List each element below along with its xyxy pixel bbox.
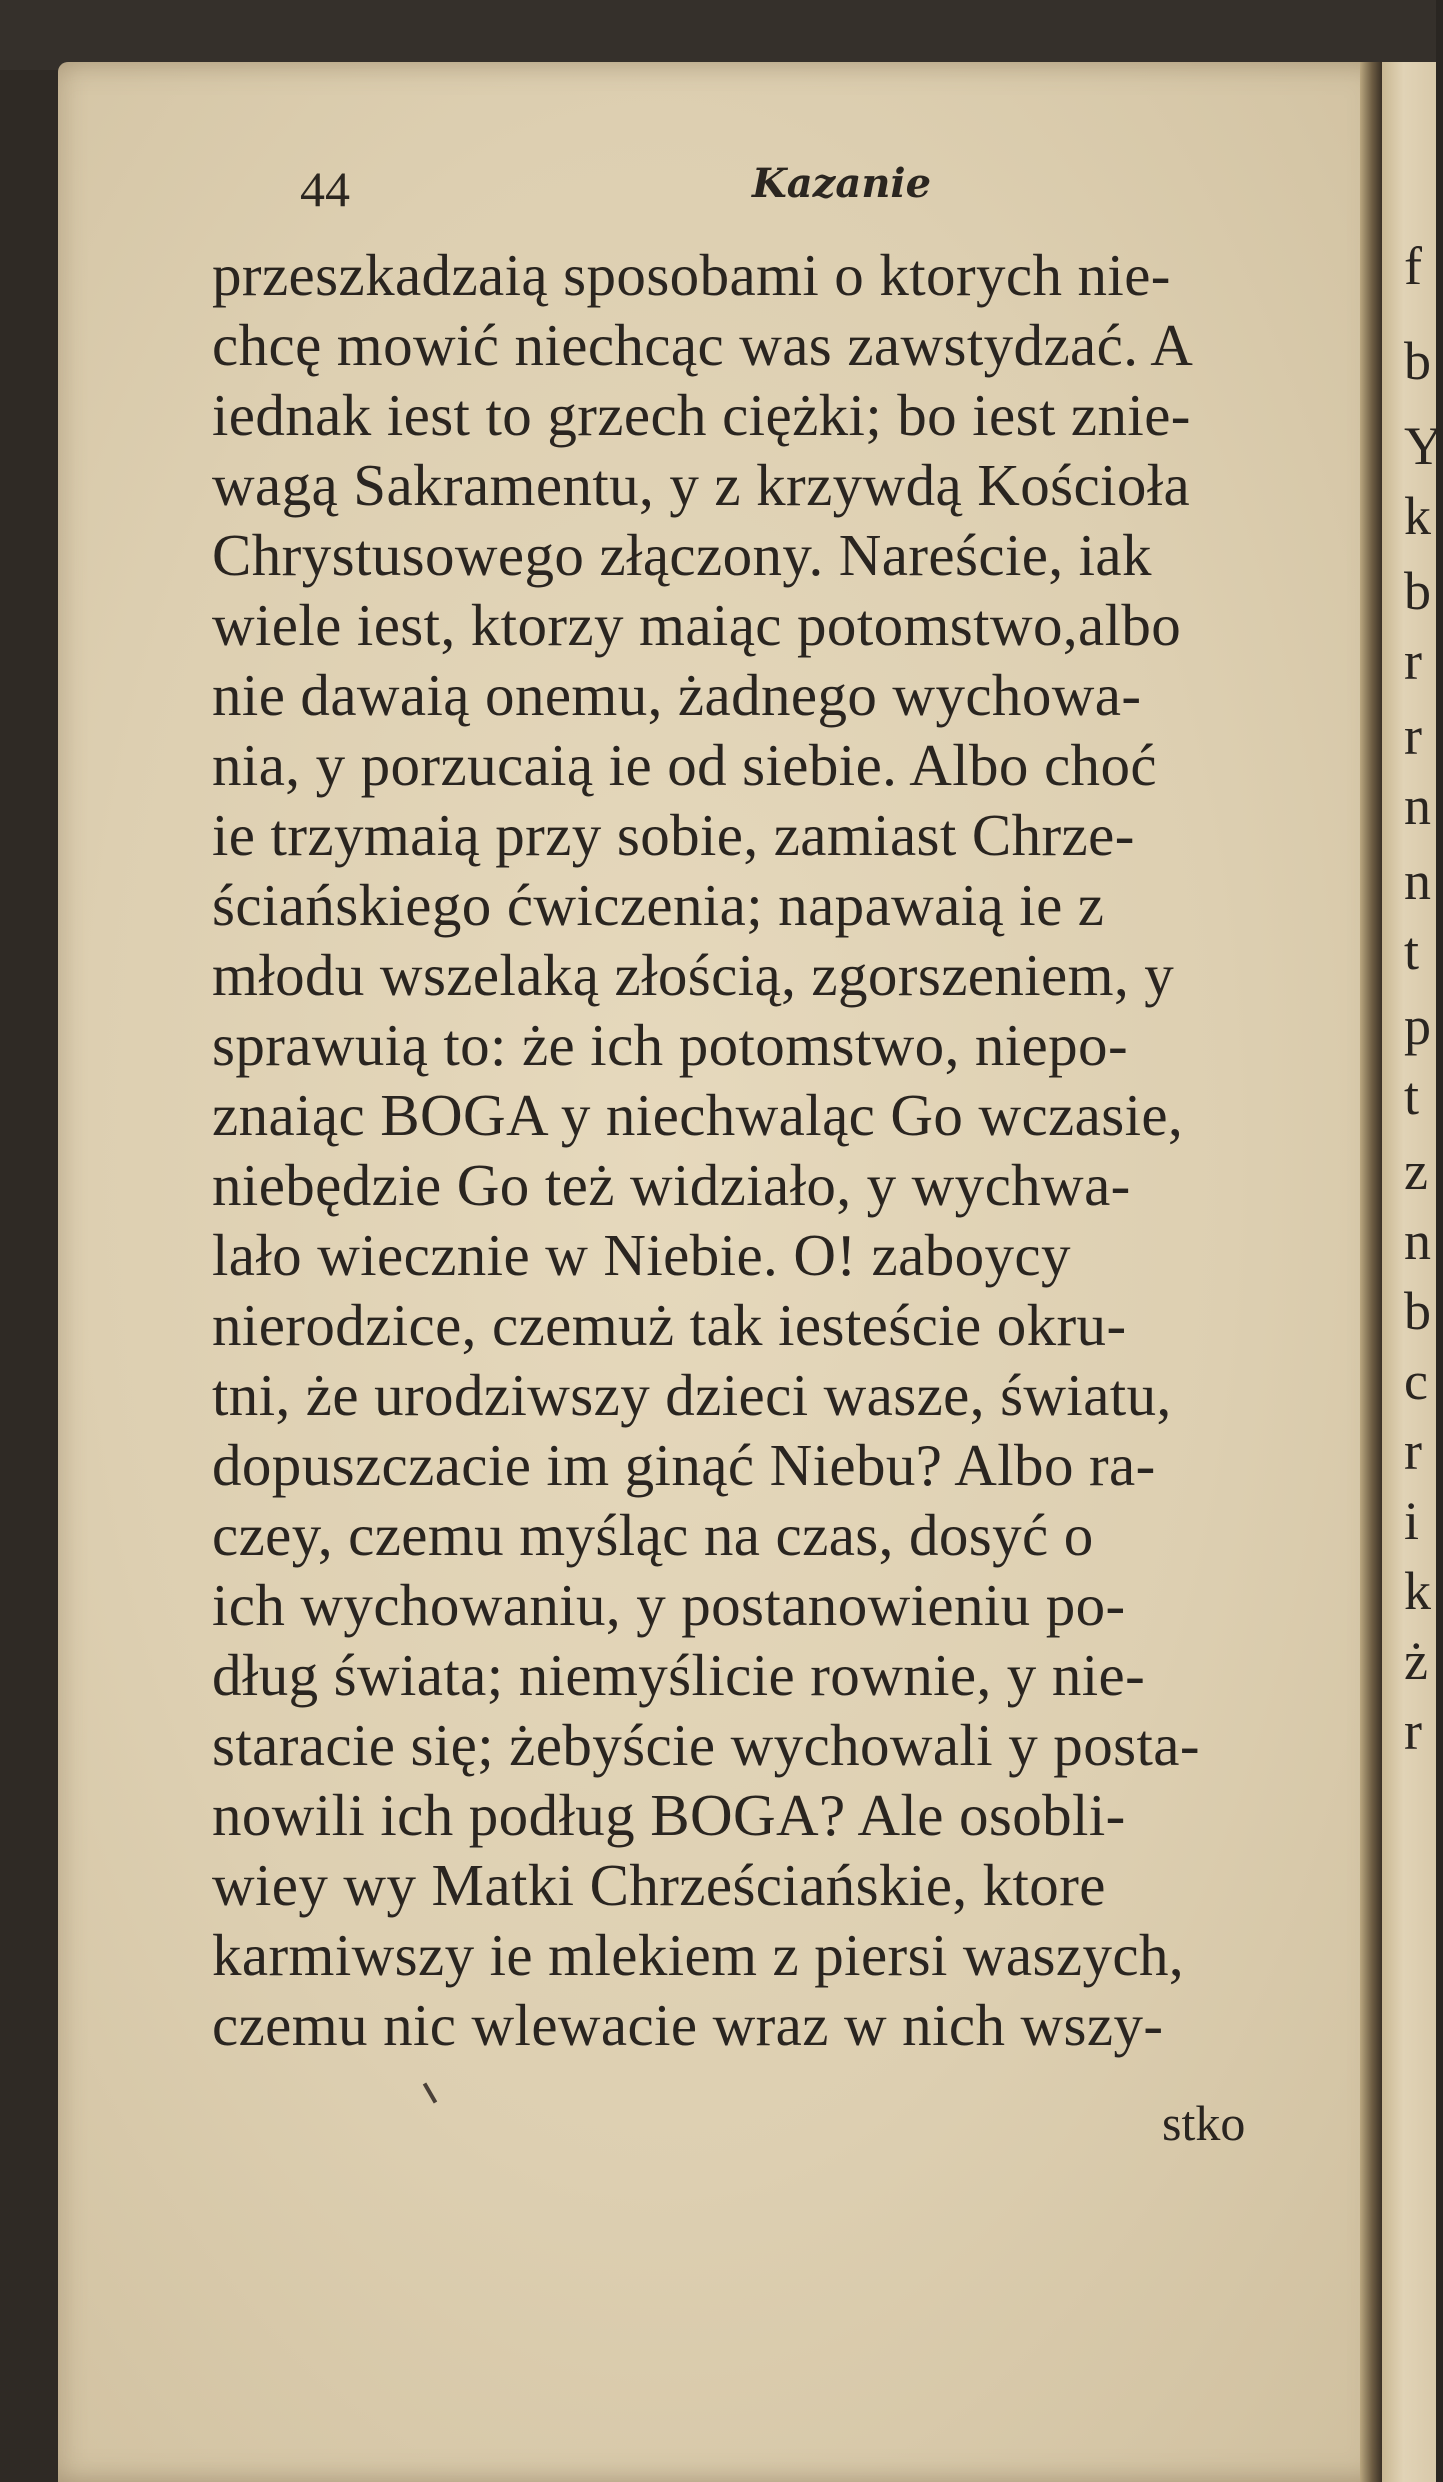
text-line: nie dawaią onemu, żadnego wychowa- [212,662,1142,728]
facing-page-char: t [1404,1066,1420,1126]
text-line: nia, y porzucaią ie od siebie. Albo choć [212,732,1157,798]
running-head: Kazanie [752,160,932,207]
facing-page-char: r [1404,1701,1422,1761]
text-line: przeszkadzaią sposobami o ktorych nie- [212,242,1171,308]
facing-page-char: n [1404,851,1431,911]
facing-page-char: b [1404,331,1431,391]
text-line: młodu wszelaką złością, zgorszeniem, y [212,942,1175,1008]
facing-page-char: b [1404,1281,1431,1341]
text-line: lało wiecznie w Niebie. O! zaboycy [212,1222,1071,1288]
text-line: czemu nic wlewacie wraz w nich wszy- [212,1992,1164,2058]
facing-page-char: n [1404,1211,1431,1271]
text-line: iednak iest to grzech ciężki; bo iest znie- [212,382,1191,448]
text-line: nowili ich podług BOGA? Ale osobli- [212,1782,1126,1848]
text-line: sprawuią to: że ich potomstwo, niepo- [212,1012,1128,1078]
facing-page-char: b [1404,561,1431,621]
text-line: chcę mowić niechcąc was zawstydzać. A [212,312,1194,378]
facing-page-char: k [1404,486,1431,546]
text-line: karmiwszy ie mlekiem z piersi waszych, [212,1922,1184,1988]
page-number: 44 [300,161,350,217]
text-line: wagą Sakramentu, y z krzywdą Kościoła [212,452,1191,518]
scan-background [0,0,1436,70]
text-line: ściańskiego ćwiczenia; napawaią ie z [212,872,1105,938]
facing-page-char: c [1404,1351,1428,1411]
text-line: dług świata; niemyślicie rownie, y nie- [212,1642,1146,1708]
facing-page-char: r [1404,631,1422,691]
text-line: wiey wy Matki Chrześciańskie, ktore [212,1852,1106,1918]
text-line: dopuszczacie im ginąć Niebu? Albo ra- [212,1432,1156,1498]
facing-page-char: n [1404,776,1431,836]
facing-page-char: p [1404,996,1431,1056]
book-gutter [1360,62,1382,2482]
catchword: stko [1162,2095,1246,2151]
text-line: ie trzymaią przy sobie, zamiast Chrze- [212,802,1135,868]
text-line: ich wychowaniu, y postanowieniu po- [212,1572,1126,1638]
text-line: niebędzie Go też widziało, y wychwa- [212,1152,1131,1218]
facing-page-char: z [1404,1141,1428,1201]
facing-page-char: r [1404,706,1422,766]
text-line: staracie się; żebyście wychowali y posta- [212,1712,1200,1778]
facing-page-char: f [1404,236,1422,296]
facing-page-char: r [1404,1421,1422,1481]
text-line: tni, że urodziwszy dzieci wasze, światu, [212,1362,1172,1428]
facing-page-char: k [1404,1561,1431,1621]
facing-page-char: t [1404,921,1420,981]
text-line: wiele iest, ktorzy maiąc potomstwo,albo [212,592,1182,658]
text-line: nierodzice, czemuż tak iesteście okru- [212,1292,1127,1358]
facing-page-char: i [1404,1491,1420,1551]
text-line: Chrystusowego złączony. Nareście, iak [212,522,1152,588]
text-line: znaiąc BOGA y niechwaląc Go wczasie, [212,1082,1184,1148]
facing-page-char: Y [1404,416,1443,476]
facing-page-char: ż [1404,1631,1428,1691]
text-line: czey, czemu myśląc na czas, dosyć o [212,1502,1094,1568]
